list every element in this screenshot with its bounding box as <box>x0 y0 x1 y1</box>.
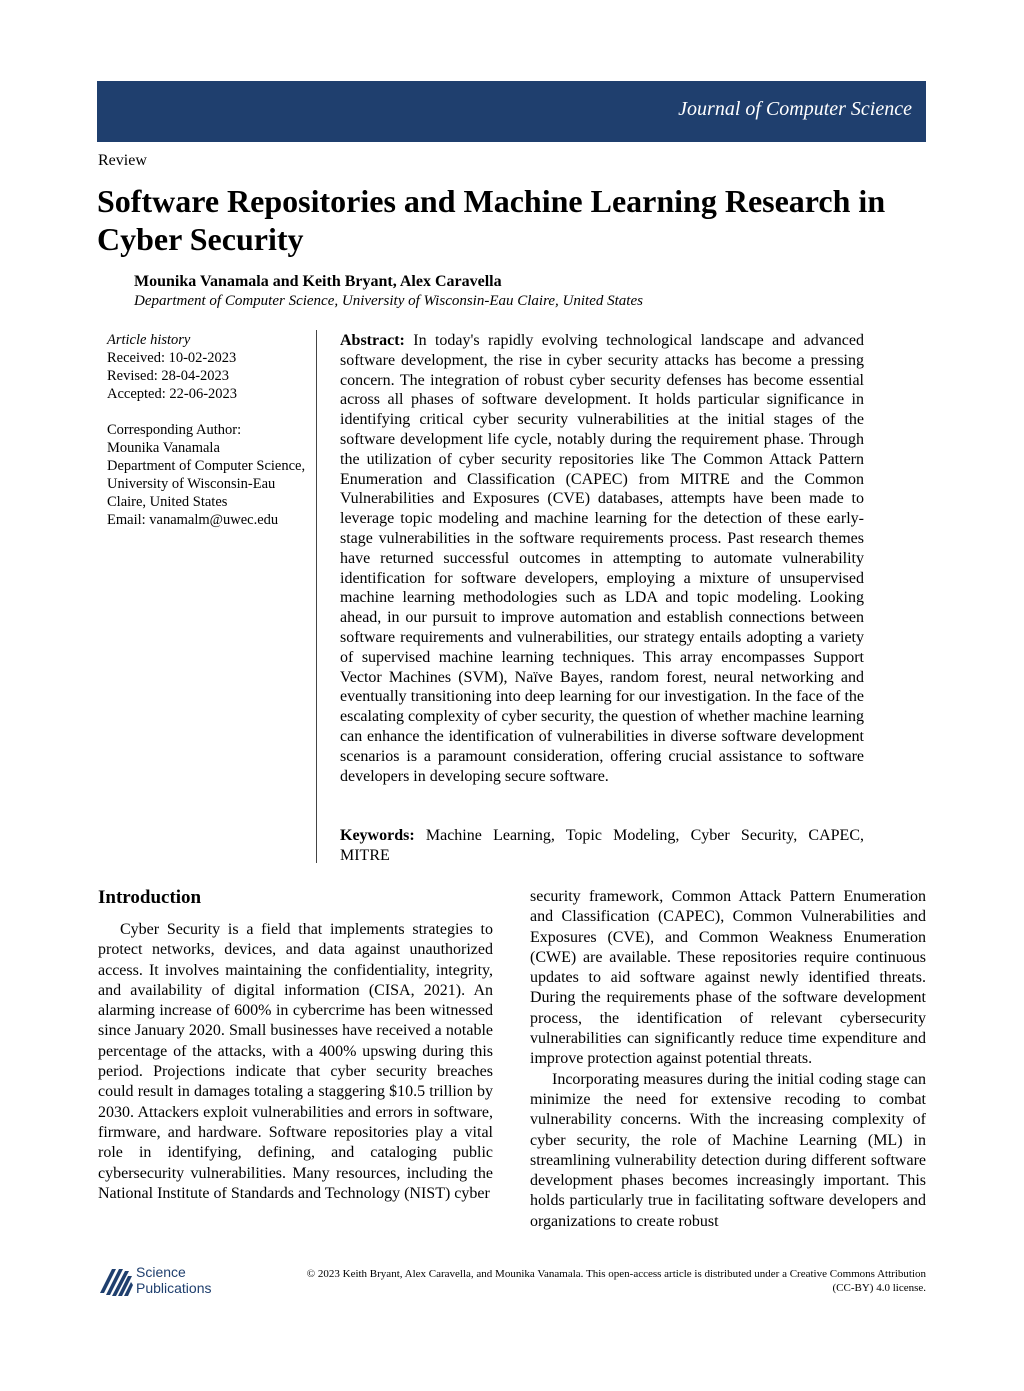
keywords-text: Machine Learning, Topic Modeling, Cyber Security, CAPEC, MITRE <box>340 827 864 864</box>
science-publications-icon <box>98 1263 134 1297</box>
article-title: Software Repositories and Machine Learning Research in Cyber Security <box>97 183 886 257</box>
history-label: Article history <box>107 332 191 348</box>
article-info-sidebar <box>107 331 307 529</box>
intro-paragraph-2: Incorporating measures during the initial coding stage can minimize the need for extensive recoding to combat vulnerability concerns. With the increasing complexity of cyber security, the role of Machine Learning (ML) in streamlining vulnerability detection during different software development phases becomes increasingly important. This holds particularly true in facilitating software developers and organizations to create robust <box>530 1070 926 1230</box>
corresponding-label: Corresponding Author: <box>107 422 242 438</box>
introduction-heading: Introduction <box>98 887 202 908</box>
intro-paragraph-1-continued: security framework, Common Attack Pattern Enumeration and Classification (CAPEC), Common Vulnerabilities and Exposures (CVE), and Common Weakness Enumeration (CWE) are available. These repositories require continuous updates to aid software against newly identified threats. During the requirements phase of the software development process, the identification of relevant cybersecurity vulnerabilities can significantly reduce time expenditure and improve protection against potential threats. <box>530 888 926 1068</box>
accepted-date: Accepted: 22-06-2023 <box>107 386 238 402</box>
column-divider <box>316 330 317 863</box>
corresponding-name: Mounika Vanamala <box>107 440 220 456</box>
journal-banner <box>97 81 926 142</box>
right-column <box>530 887 926 1232</box>
authors: Mounika Vanamala and Keith Bryant, Alex Caravella <box>134 273 502 290</box>
left-column <box>98 920 493 1204</box>
publisher-logo[interactable] <box>98 1263 238 1299</box>
publisher-line-1: Science <box>136 1264 186 1280</box>
publisher-line-2: Publications <box>136 1280 212 1296</box>
corresponding-email[interactable]: Email: vanamalm@uwec.edu <box>107 512 279 528</box>
article-type: Review <box>98 152 147 169</box>
corresponding-affiliation: Department of Computer Science, University of Wisconsin-Eau Claire, United States <box>107 458 306 510</box>
intro-paragraph-1: Cyber Security is a field that implements strategies to protect networks, devices, and data against unauthorized access. It involves maintaining the confidentiality, integrity, and availability of digital information (CISA, 2021). An alarming increase of 600% in cybercrime has been witnessed since January 2020. Small businesses have received a notable percentage of the attacks, with a 400% upswing during this period. Projections indicate that cyber security breaches could result in damages totaling a staggering $10.5 trillion by 2030. Attackers exploit vulnerabilities and errors in software, firmware, and hardware. Software repositories play a vital role in identifying, defining, and cataloging public cybersecurity vulnerabilities. Many resources, including the National Institute of Standards and Technology (NIST) cyber <box>98 921 493 1202</box>
license-text: © 2023 Keith Bryant, Alex Caravella, and Mounika Vanamala. This open-access article is distributed under a Creative Commons Attribution (CC-BY) 4.0 license. <box>306 1268 926 1294</box>
keywords <box>340 826 864 866</box>
abstract-label: Abstract: <box>340 332 405 349</box>
revised-date: Revised: 28-04-2023 <box>107 368 230 384</box>
keywords-label: Keywords: <box>340 827 415 844</box>
publisher-name <box>136 1264 212 1296</box>
abstract <box>340 331 864 786</box>
abstract-text: In today's rapidly evolving technological landscape and advanced software development, the rise in cyber security attacks has become a pressing concern. The integration of robust cyber security defenses has become essential across all phases of software development. It holds particular significance in identifying critical cyber security vulnerabilities at the initial stages of the software development life cycle, notably during the requirement phase. Through the utilization of cyber security repositories like The Common Attack Pattern Enumeration and Classification (CAPEC) from MITRE and the Common Vulnerabilities and Exposures (CVE) databases, attempts have been made to leverage topic modeling and machine learning for the detection of these early-stage vulnerabilities in the software requirements process. Past research themes have returned successful outcomes in attempting to automate vulnerability identification for software developers, employing a mixture of unsupervised machine learning methodologies such as LDA and topic modeling. Looking ahead, in our pursuit to improve automation and establish connections between software requirements and vulnerabilities, our strategy entails adopting a variety of supervised machine learning techniques. This array encompasses Support Vector Machines (SVM), Naïve Bayes, random forest, neural networking and eventually transitioning into deep learning for our investigation. In the face of the escalating complexity of cyber security, the question of whether machine learning can enhance the identification of vulnerabilities in diverse software development scenarios is a paramount consideration, offering crucial assistance to software developers in developing secure software. <box>340 332 865 785</box>
journal-name: Journal of Computer Science <box>678 98 912 120</box>
received-date: Received: 10-02-2023 <box>107 350 237 366</box>
affiliation: Department of Computer Science, University of Wisconsin-Eau Claire, United States <box>134 293 643 309</box>
